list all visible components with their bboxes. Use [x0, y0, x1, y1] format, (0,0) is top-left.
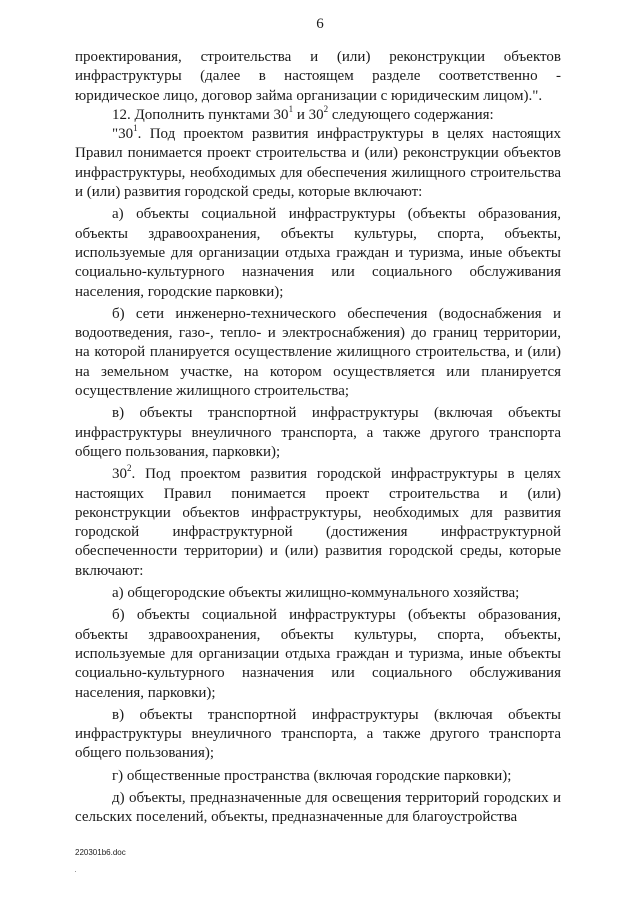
paragraph-30-2	[75, 465, 561, 581]
text-run: 30	[112, 466, 127, 483]
paragraph-30-1	[75, 125, 561, 202]
list-item-b-social: б) объекты социальной инфраструктуры (объекты образования, объекты здравоохранения, объекты культуры, спорта, объекты, используемые для организации отдыха граждан и туризма, иные объекты социально-культурного назначения или социального обслуживания населения, парковки);	[75, 607, 561, 701]
text-run: . Под проектом развития городской инфраструктуры в целях настоящих Правил понимается проект строительства и (или) реконструкции объектов инфраструктуры, необходимых для развития городской инфраструктурной (достижения инфраструктурной обеспеченности территории) и (или) развития городской среды, которые включают:	[75, 466, 561, 579]
list-item-c-transport: в) объекты транспортной инфраструктуры (включая объекты инфраструктуры внеуличного транспорта, а также другого транспорта общего пользования, парковки);	[75, 405, 561, 460]
list-item-d-public-spaces: г) общественные пространства (включая городские парковки);	[112, 767, 512, 784]
text-run: следующего содержания:	[328, 106, 494, 123]
list-item-a-housing: а) общегородские объекты жилищно-коммунального хозяйства;	[112, 585, 520, 602]
text-run: "30	[112, 126, 134, 143]
text-run: . Под проектом развития инфраструктуры в целях настоящих Правил понимается проект строительства и (или) реконструкции объектов инфраструктуры, необходимых для обеспечения жилищного строительства и (или) развития городской среды, которые включают:	[75, 126, 561, 201]
footer-filename: 220301b6.doc	[75, 848, 126, 857]
document-body	[75, 48, 561, 828]
footer-mark	[75, 871, 76, 872]
list-item-c-transport: в) объекты транспортной инфраструктуры (включая объекты инфраструктуры внеуличного транспорта, а также другого транспорта общего пользования);	[75, 706, 561, 762]
paragraph-continuation: проектирования, строительства и (или) реконструкции объектов инфраструктуры (далее в настоящем разделе соответственно - юридическое лицо, договор займа организации с юридическим лицом).".	[75, 49, 561, 104]
list-item-e-lighting: д) объекты, предназначенные для освещения территорий городских и сельских поселений, объекты, предназначенные для благоустройства	[75, 789, 561, 826]
paragraph-amendment-12	[75, 103, 561, 125]
text-run: и 30	[293, 106, 324, 123]
superscript: 2	[323, 103, 329, 114]
text-run: 12. Дополнить пунктами 30	[112, 106, 289, 123]
superscript: 1	[288, 103, 294, 114]
superscript: 1	[133, 123, 138, 134]
list-item-a-social: а) объекты социальной инфраструктуры (объекты образования, объекты здравоохранения, объекты культуры, спорта, объекты, используемые для организации отдыха граждан и туризма, иные объекты социально-культурного назначения или социального обслуживания населения, городские парковки);	[75, 206, 561, 300]
list-item-b-networks: б) сети инженерно-технического обеспечения (водоснабжения и водоотведения, газо-, тепло- и электроснабжения) до границ территории, на которой планируется осуществление жилищного строительства, и (или) на земельном участке, на котором осуществляется или планируется осуществление жилищного строительства;	[75, 305, 561, 400]
page-number: 6	[316, 16, 324, 32]
superscript: 2	[127, 463, 132, 474]
